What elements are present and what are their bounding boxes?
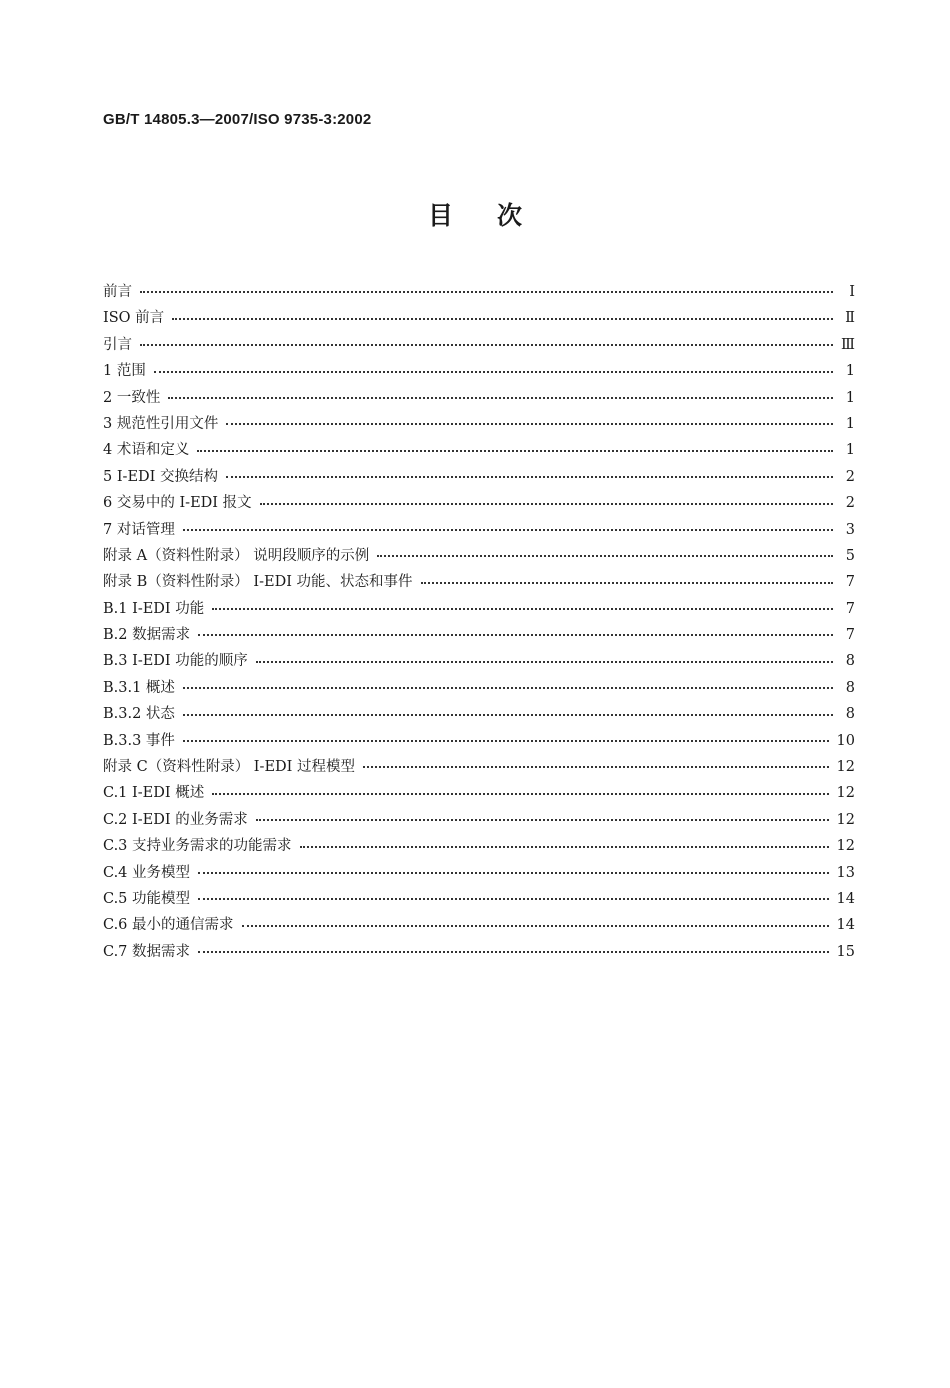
dot-leader bbox=[212, 793, 828, 795]
toc-entry[interactable] bbox=[103, 358, 855, 384]
dot-leader bbox=[256, 819, 829, 821]
toc-entry[interactable] bbox=[103, 569, 855, 595]
toc-entry[interactable] bbox=[103, 780, 855, 806]
toc-entry-page: 8 bbox=[845, 706, 855, 723]
toc-entry-label: C.5 功能模型 bbox=[103, 890, 191, 907]
toc-entry[interactable] bbox=[103, 490, 855, 516]
standard-code: GB/T 14805.3—2007/ISO 9735-3:2002 bbox=[103, 111, 372, 128]
toc-entry-label: C.3 支持业务需求的功能需求 bbox=[103, 838, 292, 855]
toc-entry[interactable] bbox=[103, 543, 855, 569]
toc-entry-page: Ⅲ bbox=[841, 336, 855, 353]
dot-leader bbox=[421, 582, 833, 584]
toc-entry-label: ISO 前言 bbox=[103, 310, 165, 327]
toc-entry-label: C.4 业务模型 bbox=[103, 864, 191, 881]
dot-leader bbox=[212, 608, 833, 610]
toc-entry-page: 5 bbox=[845, 547, 855, 564]
toc-entry-page: 7 bbox=[845, 574, 855, 591]
toc-entry-label: B.3.2 状态 bbox=[103, 706, 175, 723]
dot-leader bbox=[172, 318, 833, 320]
dot-leader bbox=[300, 846, 829, 848]
dot-leader bbox=[154, 371, 833, 373]
toc-entry-page: 15 bbox=[836, 943, 855, 960]
table-of-contents bbox=[103, 279, 855, 965]
dot-leader bbox=[183, 740, 829, 742]
toc-entry-label: B.3 I-EDI 功能的顺序 bbox=[103, 653, 248, 670]
dot-leader bbox=[198, 951, 829, 953]
page-title: 目次 bbox=[427, 201, 566, 230]
dot-leader bbox=[260, 503, 833, 505]
toc-entry[interactable] bbox=[103, 833, 855, 859]
toc-entry[interactable] bbox=[103, 939, 855, 965]
toc-entry[interactable] bbox=[103, 332, 855, 358]
toc-entry-page: 12 bbox=[836, 838, 855, 855]
toc-entry[interactable] bbox=[103, 437, 855, 463]
toc-entry[interactable] bbox=[103, 305, 855, 331]
dot-leader bbox=[226, 476, 833, 478]
toc-entry-page: 12 bbox=[836, 759, 855, 776]
toc-entry[interactable] bbox=[103, 279, 855, 305]
toc-entry[interactable] bbox=[103, 807, 855, 833]
dot-leader bbox=[198, 872, 829, 874]
toc-entry[interactable] bbox=[103, 648, 855, 674]
toc-entry[interactable] bbox=[103, 464, 855, 490]
dot-leader bbox=[226, 423, 833, 425]
toc-entry-label: 前言 bbox=[103, 284, 132, 300]
toc-entry[interactable] bbox=[103, 886, 855, 912]
toc-entry-page: 7 bbox=[845, 627, 855, 644]
toc-entry-label: 1 范围 bbox=[103, 363, 146, 380]
dot-leader bbox=[183, 529, 833, 531]
toc-entry-page: 1 bbox=[845, 442, 855, 459]
toc-entry[interactable] bbox=[103, 517, 855, 543]
toc-entry[interactable] bbox=[103, 411, 855, 437]
toc-entry-page: 13 bbox=[836, 864, 855, 881]
toc-entry[interactable] bbox=[103, 728, 855, 754]
toc-entry-page: 2 bbox=[845, 468, 855, 485]
dot-leader bbox=[183, 714, 833, 716]
toc-entry-label: 3 规范性引用文件 bbox=[103, 415, 219, 432]
dot-leader bbox=[183, 687, 833, 689]
toc-entry-label: 6 交易中的 I-EDI 报文 bbox=[103, 495, 252, 512]
toc-entry-label: C.1 I-EDI 概述 bbox=[103, 785, 205, 802]
toc-entry[interactable] bbox=[103, 860, 855, 886]
dot-leader bbox=[140, 291, 833, 293]
toc-entry[interactable] bbox=[103, 596, 855, 622]
dot-leader bbox=[197, 450, 833, 452]
toc-entry-label: 附录 B（资料性附录） I-EDI 功能、状态和事件 bbox=[103, 574, 413, 591]
toc-entry-page: Ⅱ bbox=[845, 310, 855, 327]
toc-entry-label: C.7 数据需求 bbox=[103, 943, 191, 960]
dot-leader bbox=[377, 555, 833, 557]
toc-entry-page: 8 bbox=[845, 679, 855, 696]
toc-entry[interactable] bbox=[103, 701, 855, 727]
toc-entry[interactable] bbox=[103, 622, 855, 648]
toc-entry-page: Ⅰ bbox=[849, 284, 855, 300]
toc-entry-label: 4 术语和定义 bbox=[103, 442, 190, 459]
dot-leader bbox=[198, 898, 829, 900]
toc-entry-page: 8 bbox=[845, 653, 855, 670]
toc-entry-label: 7 对话管理 bbox=[103, 521, 175, 538]
toc-entry-label: B.1 I-EDI 功能 bbox=[103, 600, 205, 617]
toc-entry-label: 附录 C（资料性附录） I-EDI 过程模型 bbox=[103, 759, 355, 776]
toc-entry-page: 12 bbox=[836, 811, 855, 828]
toc-entry-page: 14 bbox=[836, 890, 855, 907]
toc-entry-label: C.6 最小的通信需求 bbox=[103, 917, 234, 934]
dot-leader bbox=[140, 344, 833, 346]
toc-entry-page: 2 bbox=[845, 495, 855, 512]
toc-entry[interactable] bbox=[103, 912, 855, 938]
dot-leader bbox=[256, 661, 833, 663]
dot-leader bbox=[363, 766, 829, 768]
toc-entry-page: 1 bbox=[845, 363, 855, 380]
toc-entry-label: 2 一致性 bbox=[103, 389, 161, 406]
toc-entry-label: C.2 I-EDI 的业务需求 bbox=[103, 811, 248, 828]
toc-entry-label: B.2 数据需求 bbox=[103, 627, 191, 644]
toc-entry-label: 引言 bbox=[103, 336, 132, 353]
toc-entry-page: 3 bbox=[845, 521, 855, 538]
dot-leader bbox=[168, 397, 833, 399]
toc-entry[interactable] bbox=[103, 675, 855, 701]
toc-entry-label: 5 I-EDI 交换结构 bbox=[103, 468, 219, 485]
toc-entry-label: B.3.3 事件 bbox=[103, 732, 175, 749]
toc-entry-page: 7 bbox=[845, 600, 855, 617]
toc-entry-page: 12 bbox=[836, 785, 855, 802]
dot-leader bbox=[198, 634, 833, 636]
toc-entry-label: B.3.1 概述 bbox=[103, 679, 175, 696]
toc-entry-label: 附录 A（资料性附录） 说明段顺序的示例 bbox=[103, 547, 370, 564]
dot-leader bbox=[242, 925, 829, 927]
toc-entry-page: 14 bbox=[836, 917, 855, 934]
toc-entry-page: 1 bbox=[845, 389, 855, 406]
toc-entry-page: 1 bbox=[845, 415, 855, 432]
toc-entry[interactable] bbox=[103, 385, 855, 411]
toc-entry[interactable] bbox=[103, 754, 855, 780]
toc-entry-page: 10 bbox=[836, 732, 855, 749]
